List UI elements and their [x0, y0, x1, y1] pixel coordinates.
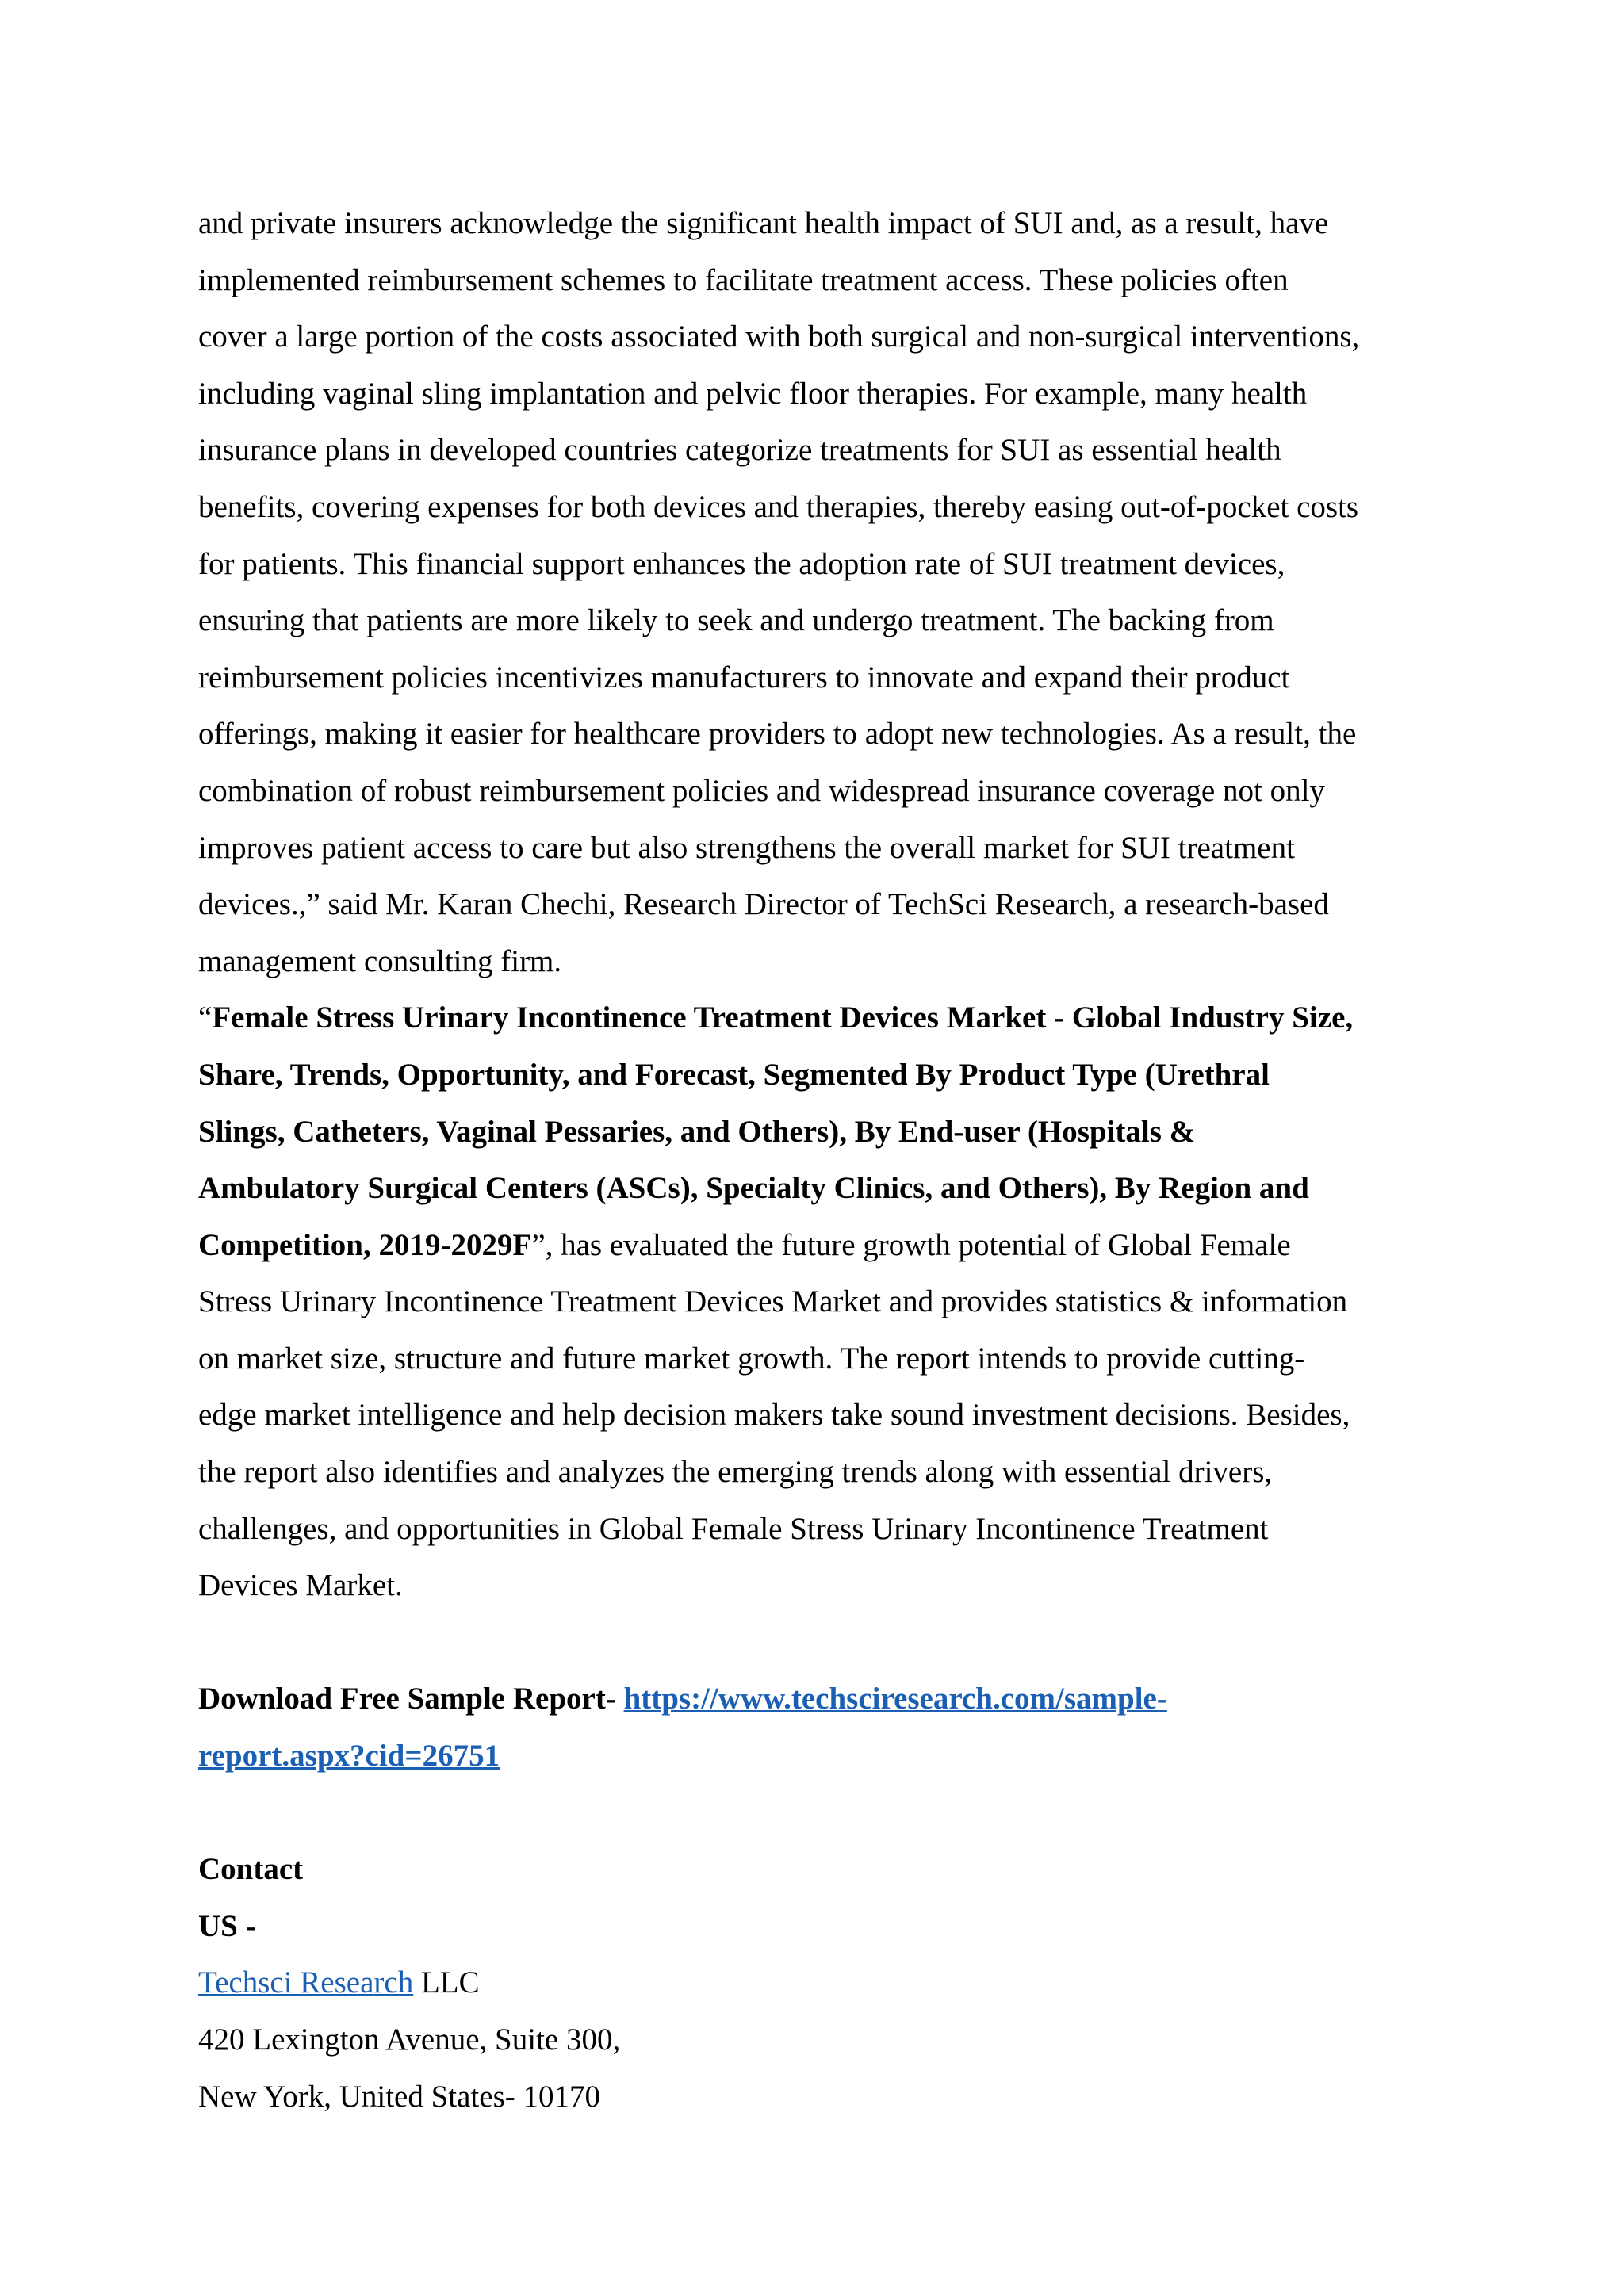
- report-title-line: Share, Trends, Opportunity, and Forecast, Segmented By Product Type (Urethral: [198, 1057, 1270, 1092]
- paragraph-line: on market size, structure and future market growth. The report intends to provide cutting-: [198, 1341, 1305, 1376]
- address-line: New York, United States- 10170: [198, 2079, 600, 2114]
- paragraph-line: benefits, covering expenses for both devices and therapies, thereby easing out-of-pocket costs: [198, 489, 1359, 524]
- paragraph-report-description: [198, 989, 1451, 1614]
- download-line: [198, 1728, 1451, 1785]
- paragraph-line: combination of robust reimbursement policies and widespread insurance coverage not only: [198, 773, 1325, 808]
- download-label: Download Free Sample Report-: [198, 1682, 624, 1716]
- spacer: [198, 1785, 1451, 1842]
- document-page: [198, 195, 1451, 2125]
- report-title-line: Ambulatory Surgical Centers (ASCs), Specialty Clinics, and Others), By Region and: [198, 1171, 1309, 1206]
- paragraph-line: ensuring that patients are more likely to seek and undergo treatment. The backing from: [198, 603, 1274, 638]
- paragraph-line: Devices Market.: [198, 1568, 403, 1603]
- report-title-line: [198, 989, 1451, 1047]
- paragraph-text: ”, has evaluated the future growth potential of Global Female: [531, 1227, 1291, 1262]
- paragraph-line: including vaginal sling implantation and pelvic floor therapies. For example, many health: [198, 376, 1308, 411]
- paragraph-line: reimbursement policies incentivizes manufacturers to innovate and expand their product: [198, 660, 1290, 695]
- spacer: [198, 1614, 1451, 1671]
- paragraph-line: for patients. This financial support enhances the adoption rate of SUI treatment devices,: [198, 546, 1285, 581]
- contact-heading: Contact: [198, 1852, 304, 1887]
- sample-report-link[interactable]: https://www.techsciresearch.com/sample-: [623, 1682, 1167, 1716]
- report-title-text: Female Stress Urinary Incontinence Treatment Devices Market - Global Industry Size,: [212, 1001, 1354, 1035]
- report-title-text: Competition, 2019-2029F: [198, 1227, 532, 1262]
- paragraph-line: Stress Urinary Incontinence Treatment Devices Market and provides statistics & information: [198, 1284, 1348, 1319]
- paragraph-line: devices.,” said Mr. Karan Chechi, Research Director of TechSci Research, a research-based: [198, 887, 1329, 922]
- address-line: 420 Lexington Avenue, Suite 300,: [198, 2022, 621, 2057]
- paragraph-line: insurance plans in developed countries categorize treatments for SUI as essential health: [198, 433, 1281, 468]
- paragraph-line: management consulting firm.: [198, 943, 562, 978]
- paragraph-line: the report also identifies and analyzes the emerging trends along with essential drivers,: [198, 1455, 1273, 1490]
- download-line: [198, 1670, 1451, 1728]
- paragraph-line: improves patient access to care but also strengthens the overall market for SUI treatment: [198, 830, 1295, 865]
- contact-section: [198, 1841, 1451, 2125]
- company-suffix: LLC: [413, 1965, 480, 2000]
- paragraph-quote-body: [198, 195, 1451, 989]
- company-link[interactable]: Techsci Research: [198, 1965, 414, 2000]
- paragraph-line: and private insurers acknowledge the significant health impact of SUI and, as a result, have: [198, 206, 1329, 240]
- paragraph-line: cover a large portion of the costs associated with both surgical and non-surgical interventions,: [198, 320, 1360, 354]
- paragraph-line: implemented reimbursement schemes to facilitate treatment access. These policies often: [198, 262, 1289, 297]
- paragraph-line: offerings, making it easier for healthcare providers to adopt new technologies. As a result, the: [198, 717, 1357, 752]
- report-title-line: Slings, Catheters, Vaginal Pessaries, and Others), By End-user (Hospitals &: [198, 1114, 1196, 1149]
- contact-region: US -: [198, 1908, 256, 1943]
- report-title-line: [198, 1217, 1451, 1274]
- download-sample-section: [198, 1670, 1451, 1784]
- sample-report-link[interactable]: report.aspx?cid=26751: [198, 1739, 500, 1774]
- paragraph-line: challenges, and opportunities in Global Female Stress Urinary Incontinence Treatment: [198, 1511, 1269, 1546]
- company-line: [198, 1954, 1451, 2011]
- paragraph-line: edge market intelligence and help decision makers take sound investment decisions. Besides,: [198, 1398, 1350, 1433]
- open-quote: “: [198, 1001, 213, 1035]
